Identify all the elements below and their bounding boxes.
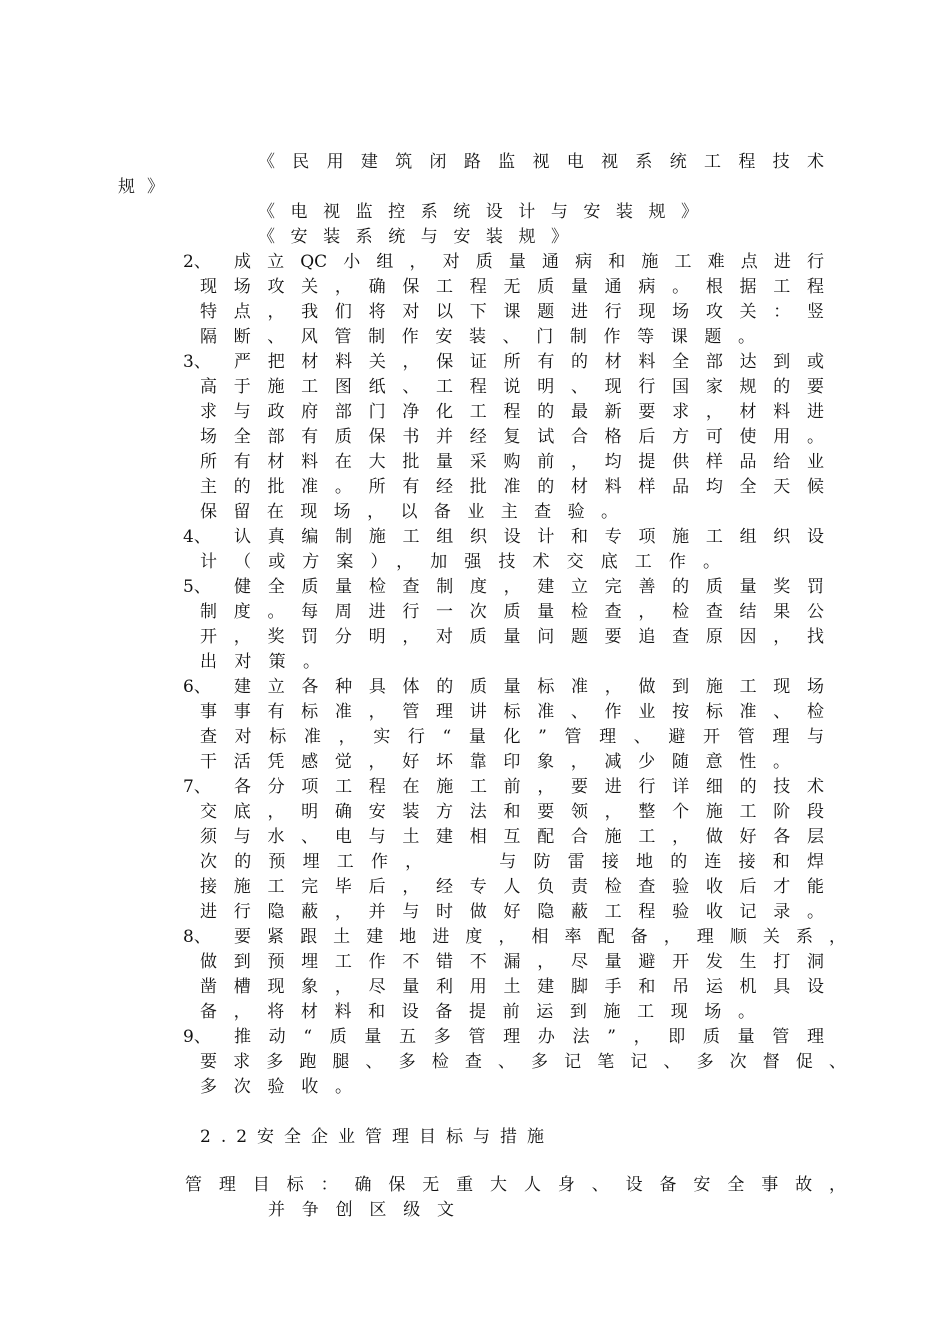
item-number: 2、 — [183, 252, 211, 272]
item-line: 凿槽现象，尽量利用土建脚手和吊运机具设 — [200, 977, 824, 997]
item-line: 次的预埋工作， 与防雷接地的连接和焊 — [200, 852, 824, 872]
item-number: 3、 — [183, 352, 211, 372]
item-line: 计（或方案），加强技术交底工作。 — [200, 552, 720, 572]
item-number: 7、 — [183, 777, 211, 797]
reference-3: 《安装系统与安装规》 — [258, 227, 568, 247]
item-line: 须与水、电与土建相互配合施工，做好各层 — [200, 827, 824, 847]
item-line: 交底，明确安装方法和要领，整个施工阶段 — [200, 802, 824, 822]
item-line: 事事有标准，管理讲标准、作业按标准、检 — [200, 702, 824, 722]
item-number: 5、 — [183, 577, 211, 597]
item-line: 成立QC小组，对质量通病和施工难点进行 — [234, 252, 824, 272]
management-goal-line-2: 并争创区级文 — [268, 1200, 454, 1220]
item-line: 要求多跑腿、多检查、多记笔记、多次督促、 — [200, 1052, 846, 1072]
item-line: 认真编制施工组织设计和专项施工组织设 — [234, 527, 824, 547]
item-line: 做到预埋工作不错不漏，尽量避开发生打洞 — [200, 952, 824, 972]
item-line: 场全部有质保书并经复试合格后方可使用。 — [200, 427, 824, 447]
item-line: 开，奖罚分明，对质量问题要追查原因，找 — [200, 627, 824, 647]
item-line: 各分项工程在施工前，要进行详细的技术 — [234, 777, 824, 797]
item-line: 现场攻关，确保工程无质量通病。根据工程 — [200, 277, 824, 297]
item-line: 接施工完毕后，经专人负责检查验收后才能 — [200, 877, 824, 897]
item-line: 干活凭感觉，好坏靠印象，减少随意性。 — [200, 752, 790, 772]
item-line: 高于施工图纸、工程说明、现行国家规的要 — [200, 377, 824, 397]
item-line: 求与政府部门净化工程的最新要求，材料进 — [200, 402, 824, 422]
item-line: 特点，我们将对以下课题进行现场攻关：竖 — [200, 302, 824, 322]
item-number: 4、 — [183, 527, 211, 547]
item-line: 制度。每周进行一次质量检查，检查结果公 — [200, 602, 824, 622]
item-line: 所有材料在大批量采购前，均提供样品给业 — [200, 452, 824, 472]
item-line: 多次验收。 — [200, 1077, 352, 1097]
reference-2: 《电视监控系统设计与安装规》 — [258, 202, 698, 222]
item-line: 隔断、风管制作安装、门制作等课题。 — [200, 327, 755, 347]
item-line: 建立各种具体的质量标准，做到施工现场 — [234, 677, 824, 697]
section-heading: 2.2安全企业管理目标与措施 — [200, 1127, 555, 1147]
management-goal-line-1: 管理目标：确保无重大人身、设备安全事故， — [185, 1175, 846, 1195]
item-line: 出对策。 — [200, 652, 320, 672]
item-line: 健全质量检查制度，建立完善的质量奖罚 — [234, 577, 824, 597]
item-number: 9、 — [183, 1027, 211, 1047]
item-line: 主的批准。所有经批准的材料样品均全天候 — [200, 477, 824, 497]
reference-1-line-1: 《民用建筑闭路监视电视系统工程技术 — [258, 152, 824, 172]
item-line: 要紧跟土建地进度，相率配备，理顺关系， — [234, 927, 846, 947]
item-line: 进行隐蔽，并与时做好隐蔽工程验收记录。 — [200, 902, 824, 922]
reference-1-line-2: 规》 — [118, 177, 176, 197]
item-line: 查对标准，实行“量化”管理、避开管理与 — [200, 727, 824, 747]
item-line: 严把材料关，保证所有的材料全部达到或 — [234, 352, 824, 372]
item-line: 备，将材料和设备提前运到施工现场。 — [200, 1002, 755, 1022]
item-line: 推动“质量五多管理办法”，即质量管理 — [234, 1027, 824, 1047]
item-line: 保留在现场，以备业主查验。 — [200, 502, 618, 522]
item-number: 8、 — [183, 927, 211, 947]
item-number: 6、 — [183, 677, 211, 697]
